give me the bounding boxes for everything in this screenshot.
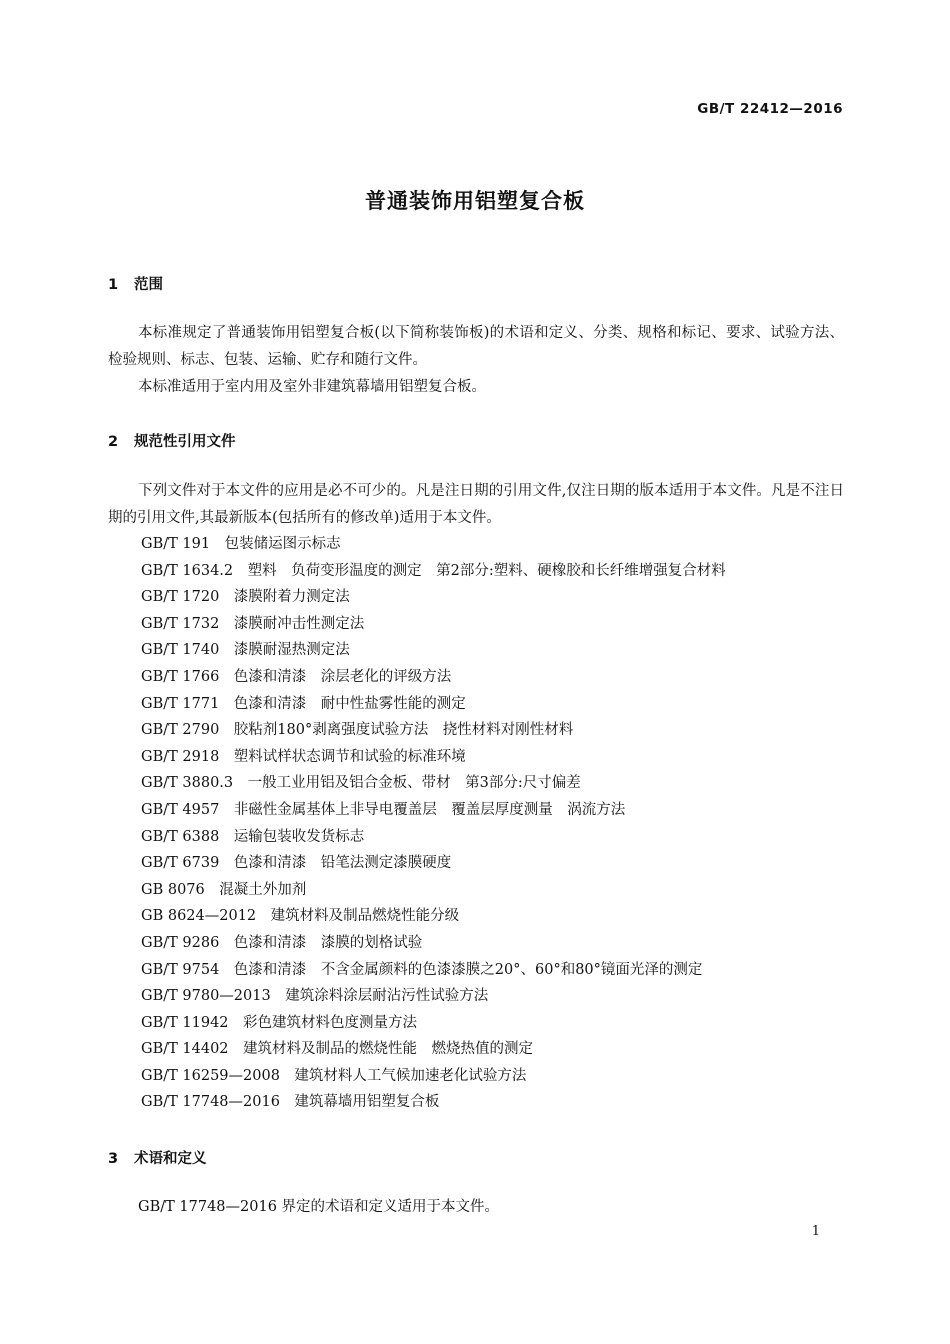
section-number: 3 (108, 1151, 119, 1167)
standard-number: GB/T 22412—2016 (697, 101, 843, 117)
section-1-heading (108, 273, 163, 294)
reference-item: GB/T 2918 塑料试样状态调节和试验的标准环境 (141, 748, 466, 765)
reference-item: GB/T 191 包装储运图示标志 (141, 536, 341, 552)
section-title: 规范性引用文件 (134, 434, 236, 450)
scope-paragraph-2: 本标准适用于室内用及室外非建筑幕墙用铝塑复合板。 (138, 379, 486, 395)
reference-item: GB/T 6739 色漆和清漆 铅笔法测定漆膜硬度 (141, 855, 452, 872)
section-number: 1 (108, 277, 119, 293)
reference-item: GB/T 3880.3 一般工业用铝及铝合金板、带材 第3部分:尺寸偏差 (141, 775, 581, 792)
section-title: 术语和定义 (134, 1151, 207, 1167)
reference-item: GB 8624—2012 建筑材料及制品燃烧性能分级 (141, 908, 460, 925)
reference-item: GB/T 9754 色漆和清漆 不含金属颜料的色漆漆膜之20°、60°和80°镜面光泽的测定 (141, 961, 703, 978)
reference-item: GB/T 2790 胶粘剂180°剥离强度试验方法 挠性材料对刚性材料 (141, 722, 574, 739)
reference-list (141, 531, 726, 1116)
section-title: 范围 (134, 277, 163, 293)
page-number: 1 (811, 1224, 820, 1239)
section-2-heading (108, 430, 236, 451)
terms-paragraph: GB/T 17748—2016 界定的术语和定义适用于本文件。 (138, 1199, 500, 1215)
reference-item: GB/T 1766 色漆和清漆 涂层老化的评级方法 (141, 668, 452, 685)
reference-item: GB/T 9286 色漆和清漆 漆膜的划格试验 (141, 934, 423, 951)
references-intro: 下列文件对于本文件的应用是必不可少的。凡是注日期的引用文件,仅注日期的版本适用于本文件。凡是不注日期的引用文件,其最新版本(包括所有的修改单)适用于本文件。 (108, 483, 844, 526)
reference-item: GB/T 1720 漆膜附着力测定法 (141, 589, 350, 606)
reference-item: GB/T 1634.2 塑料 负荷变形温度的测定 第2部分:塑料、硬橡胶和长纤维增强复合材料 (141, 562, 726, 579)
reference-item: GB/T 14402 建筑材料及制品的燃烧性能 燃烧热值的测定 (141, 1041, 534, 1058)
scope-paragraph-1: 本标准规定了普通装饰用铝塑复合板(以下简称装饰板)的术语和定义、分类、规格和标记、要求、试验方法、检验规则、标志、包装、运输、贮存和随行文件。 (108, 325, 844, 368)
reference-item: GB 8076 混凝土外加剂 (141, 881, 307, 898)
section-3-heading (108, 1147, 207, 1168)
reference-item: GB/T 6388 运输包装收发货标志 (141, 828, 365, 845)
reference-item: GB/T 4957 非磁性金属基体上非导电覆盖层 覆盖层厚度测量 涡流方法 (141, 801, 626, 818)
reference-item: GB/T 16259—2008 建筑材料人工气候加速老化试验方法 (141, 1067, 527, 1084)
reference-item: GB/T 1771 色漆和清漆 耐中性盐雾性能的测定 (141, 695, 466, 712)
reference-item: GB/T 11942 彩色建筑材料色度测量方法 (141, 1014, 418, 1031)
reference-item: GB/T 17748—2016 建筑幕墙用铝塑复合板 (141, 1094, 440, 1111)
reference-item: GB/T 9780—2013 建筑涂料涂层耐沾污性试验方法 (141, 988, 489, 1005)
reference-item: GB/T 1740 漆膜耐湿热测定法 (141, 642, 350, 659)
document-title: 普通装饰用铝塑复合板 (365, 189, 585, 213)
reference-item: GB/T 1732 漆膜耐冲击性测定法 (141, 615, 365, 632)
section-number: 2 (108, 434, 119, 450)
